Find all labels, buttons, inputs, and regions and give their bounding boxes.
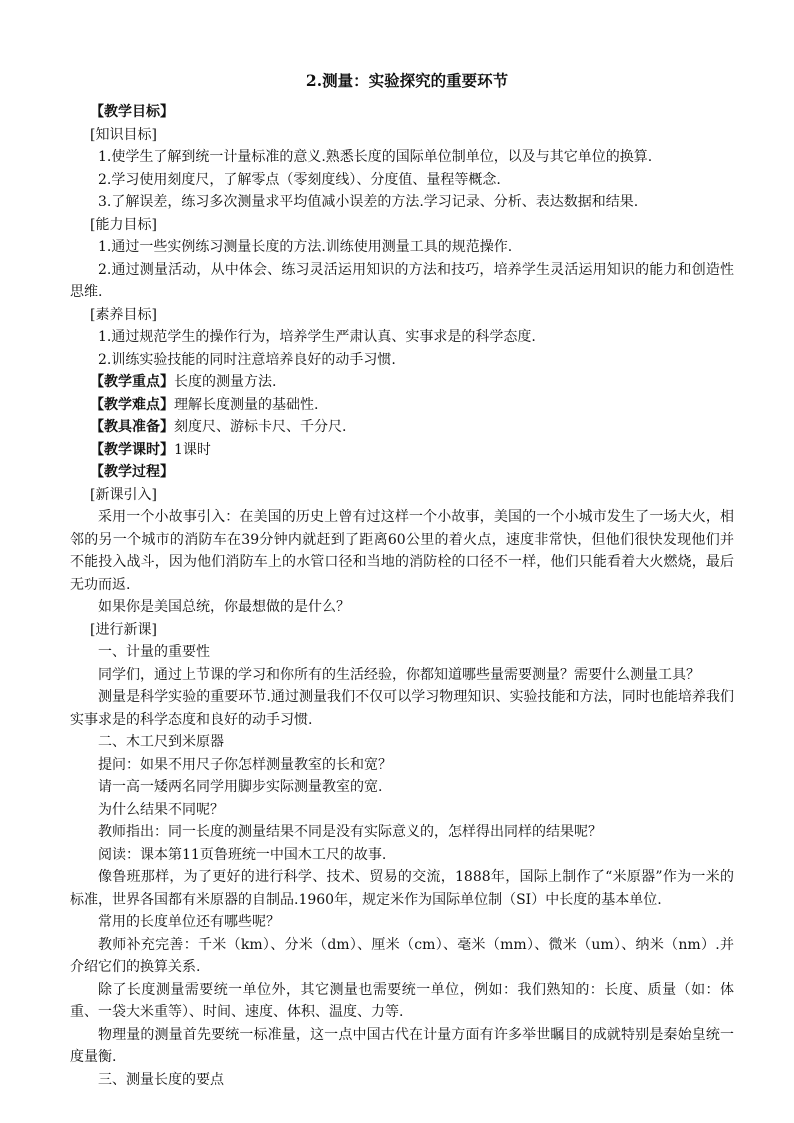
subsection-heading: [进行新课] bbox=[90, 621, 157, 638]
subsection-heading: [新课引入] bbox=[90, 486, 157, 503]
paragraph: 除了长度测量需要统一单位外，其它测量也需要统一单位，例如：我们熟知的：长度、质量（如：体重、一袋大米重等）、时间、速度、体积、温度、力等. bbox=[70, 981, 734, 1020]
labeled-item-text: 理解长度测量的基础性. bbox=[174, 396, 319, 413]
section-heading bbox=[70, 461, 734, 484]
paragraph: 教师指出：同一长度的测量结果不同是没有实际意义的，怎样得出同样的结果呢？ bbox=[98, 824, 602, 840]
paragraph: 为什么结果不同呢？ bbox=[98, 801, 224, 818]
paragraph: 像鲁班那样，为了更好的进行科学、技术、贸易的交流，1888年，国际上制作了“米原器”作为一米的标准，世界各国都有米原器的自制品.1960年，规定米作为国际单位制（SI）中长度的基本单位. bbox=[70, 869, 734, 908]
labeled-item-label: 【教学难点】 bbox=[90, 396, 174, 413]
paragraph: 2.学习使用刻度尺，了解零点（零刻度线）、分度值、量程等概念. bbox=[98, 171, 501, 188]
labeled-item bbox=[70, 439, 734, 462]
paragraph: 物理量的测量首先要统一标准量，这一点中国古代在计量方面有许多举世瞩目的成就特别是秦始皇统一度量衡. bbox=[70, 1026, 734, 1065]
labeled-item bbox=[70, 394, 734, 417]
paragraph: 请一高一矮两名同学用脚步实际测量教室的宽. bbox=[98, 779, 383, 795]
section-heading-label: 【教学过程】 bbox=[90, 464, 174, 480]
labeled-item-text: 1课时 bbox=[174, 441, 211, 458]
section-heading-label: 【教学目标】 bbox=[90, 104, 174, 120]
paragraph: 提问：如果不用尺子你怎样测量教室的长和宽？ bbox=[98, 756, 392, 773]
paragraph: 阅读：课本第11页鲁班统一中国木工尺的故事. bbox=[98, 846, 387, 863]
paragraph: 同学们，通过上节课的学习和你所有的生活经验，你都知道哪些量需要测量？需要什么测量工具？ bbox=[98, 666, 700, 683]
section-heading bbox=[70, 101, 734, 124]
paragraph: 1.使学生了解到统一计量标准的意义.熟悉长度的国际单位制单位，以及与其它单位的换算. bbox=[98, 149, 653, 165]
paragraph: 3.了解误差，练习多次测量求平均值减小误差的方法.学习记录、分析、表达数据和结果. bbox=[98, 194, 639, 210]
subsection-heading: [素养目标] bbox=[90, 306, 157, 323]
paragraph: 教师补充完善：千米（km）、分米（dm）、厘米（cm）、毫米（mm）、微米（um）、纳米（nm）.并介绍它们的换算关系. bbox=[70, 936, 734, 975]
paragraph: 2.通过测量活动，从中体会、练习灵活运用知识的方法和技巧，培养学生灵活运用知识的能力和创造性思维. bbox=[70, 261, 734, 300]
paragraph: 如果你是美国总统，你最想做的是什么？ bbox=[98, 599, 350, 615]
labeled-item-text: 刻度尺、游标卡尺、千分尺. bbox=[174, 419, 347, 435]
subsection-heading: [知识目标] bbox=[90, 126, 157, 143]
paragraph: 测量是科学实验的重要环节.通过测量我们不仅可以学习物理知识、实验技能和方法，同时也能培养我们实事求是的科学态度和良好的动手习惯. bbox=[70, 689, 734, 728]
paragraph: 采用一个小故事引入：在美国的历史上曾有过这样一个小故事，美国的一个小城市发生了一场大火，相邻的另一个城市的消防车在39分钟内就赶到了距离60公里的着火点，速度非常快，但他们很快发现他们并不能投入战斗，因为他们消防车上的水管口径和当地的消防栓的口径不一样，他们只能看着大火燃烧，最后无功而返. bbox=[70, 509, 734, 593]
paragraph: 2.训练实验技能的同时注意培养良好的动手习惯. bbox=[98, 351, 396, 368]
labeled-item-label: 【教具准备】 bbox=[90, 419, 174, 435]
labeled-item bbox=[70, 371, 734, 394]
document-body bbox=[70, 70, 734, 1091]
labeled-item-label: 【教学课时】 bbox=[90, 441, 174, 458]
paragraph: 常用的长度单位还有哪些呢？ bbox=[98, 914, 280, 930]
paragraph: 三、测量长度的要点 bbox=[98, 1071, 224, 1088]
document-title: 2.测量：实验探究的重要环节 bbox=[305, 71, 509, 90]
subsection-heading: [能力目标] bbox=[90, 216, 157, 233]
paragraph: 1.通过规范学生的操作行为，培养学生严肃认真、实事求是的科学态度. bbox=[98, 329, 536, 345]
labeled-item bbox=[70, 416, 734, 439]
paragraph: 二、木工尺到米原器 bbox=[98, 734, 224, 750]
paragraph: 一、计量的重要性 bbox=[98, 644, 210, 660]
paragraph: 1.通过一些实例练习测量长度的方法.训练使用测量工具的规范操作. bbox=[98, 239, 513, 255]
document-lines bbox=[70, 101, 734, 1091]
labeled-item-text: 长度的测量方法. bbox=[174, 374, 277, 390]
labeled-item-label: 【教学重点】 bbox=[90, 374, 174, 390]
